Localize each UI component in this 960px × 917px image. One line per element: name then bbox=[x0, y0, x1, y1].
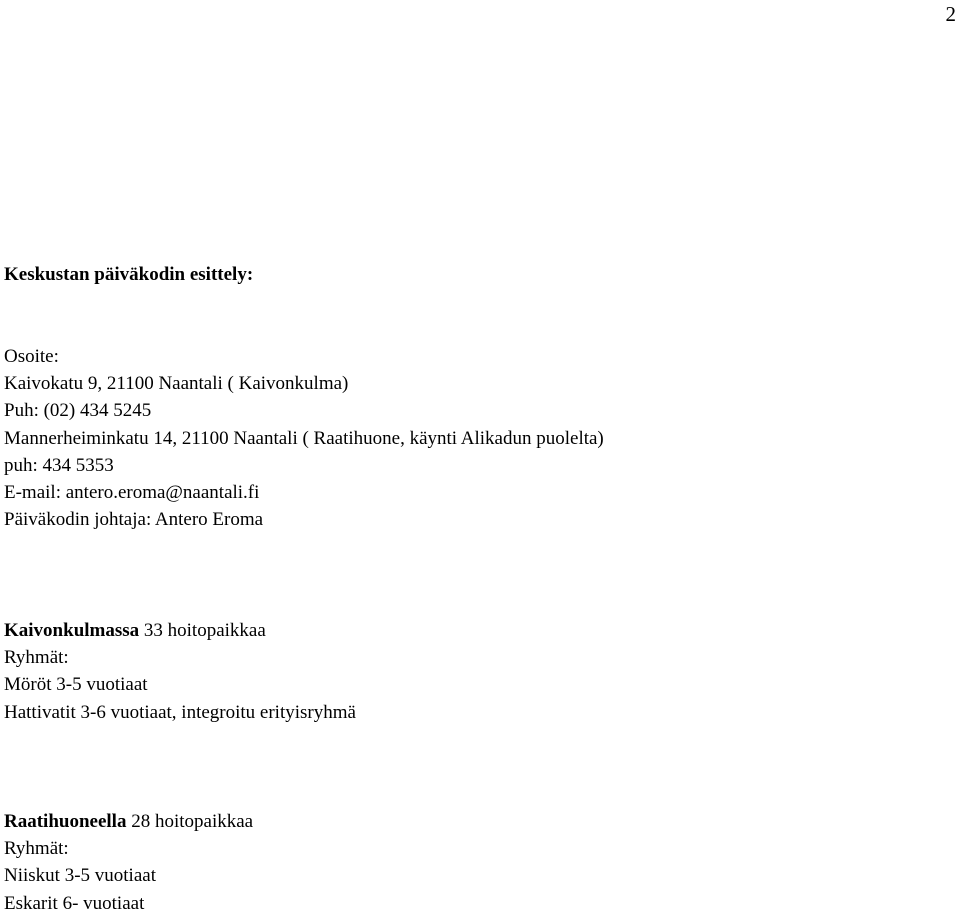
page-number: 2 bbox=[945, 2, 956, 26]
raatihuone-section bbox=[4, 808, 253, 917]
group-item: Hattivatit 3-6 vuotiaat, integroitu erityisryhmä bbox=[4, 701, 356, 723]
kaivonkulma-groups-label: Ryhmät: bbox=[4, 647, 69, 669]
email-line: E-mail: antero.eroma@naantali.fi bbox=[4, 481, 260, 503]
raatihuone-name: Raatihuoneella bbox=[4, 811, 127, 832]
contact-block bbox=[4, 343, 604, 533]
group-item: Niiskut 3-5 vuotiaat bbox=[4, 865, 156, 887]
group-item: Möröt 3-5 vuotiaat bbox=[4, 674, 148, 696]
address-kaivonkulma: Kaivokatu 9, 21100 Naantali ( Kaivonkulma) bbox=[4, 373, 349, 395]
group-item: Eskarit 6- vuotiaat bbox=[4, 892, 145, 914]
kaivonkulma-section bbox=[4, 617, 356, 726]
kaivonkulma-name: Kaivonkulmassa bbox=[4, 620, 140, 641]
address-label: Osoite: bbox=[4, 346, 59, 367]
phone-raatihuone: puh: 434 5353 bbox=[4, 454, 114, 476]
phone-kaivonkulma: Puh: (02) 434 5245 bbox=[4, 400, 152, 422]
raatihuone-groups-label: Ryhmät: bbox=[4, 838, 69, 860]
page-title: Keskustan päiväkodin esittely: bbox=[4, 264, 254, 285]
kaivonkulma-header bbox=[4, 617, 356, 644]
raatihuone-places: 28 hoitopaikkaa bbox=[126, 811, 254, 832]
address-raatihuone: Mannerheiminkatu 14, 21100 Naantali ( Raatihuone, käynti Alikadun puolelta) bbox=[4, 427, 604, 449]
director-line: Päiväkodin johtaja: Antero Eroma bbox=[4, 509, 264, 531]
kaivonkulma-places: 33 hoitopaikkaa bbox=[139, 620, 266, 641]
raatihuone-header bbox=[4, 808, 253, 835]
